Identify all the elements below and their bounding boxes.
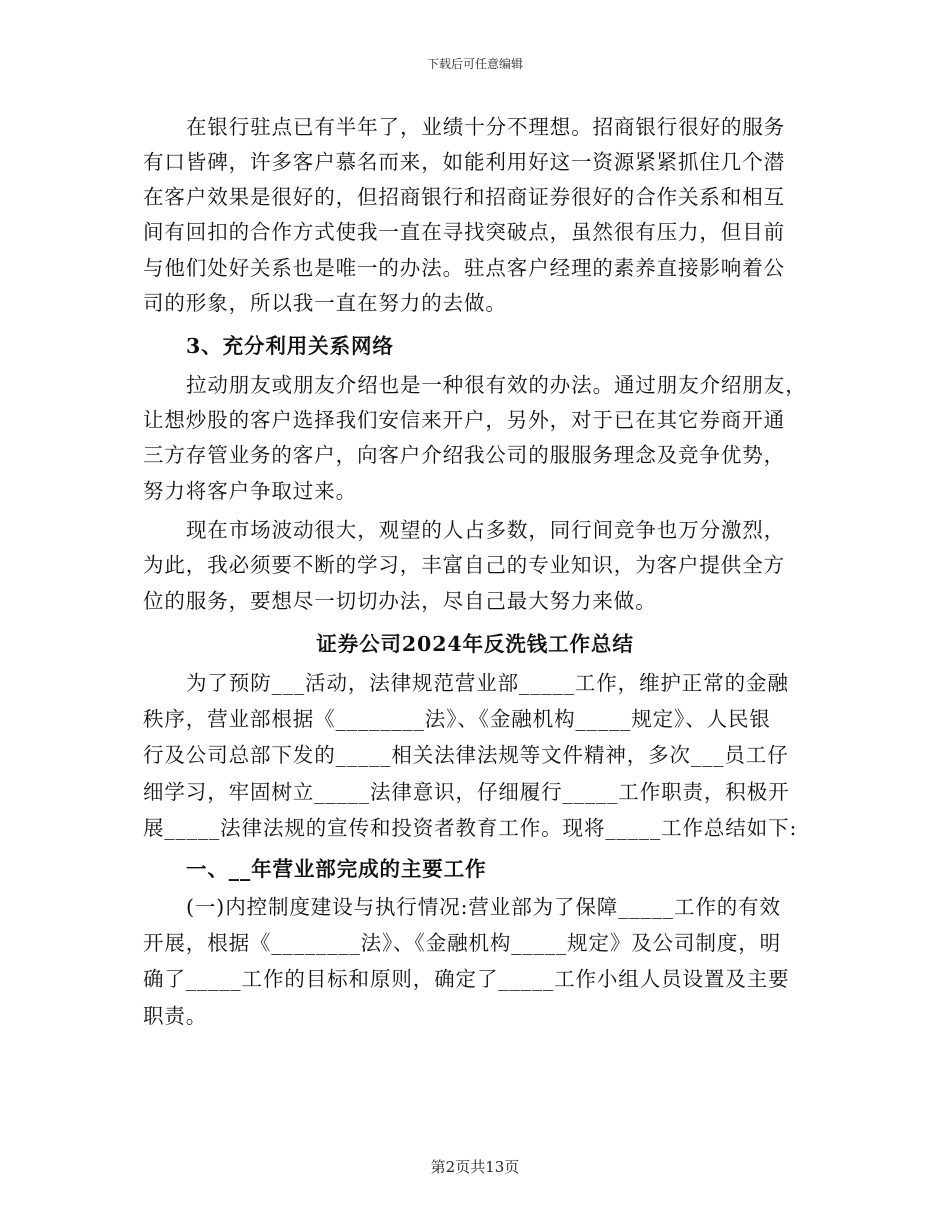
- paragraph-line: 开展，根据《________法》、《金融机构_____规定》及公司制度，明: [143, 931, 782, 955]
- paragraph-line: 为了预防___活动，法律规范营业部_____工作，维护正常的金融: [186, 671, 789, 695]
- paragraph-line: 司的形象，所以我一直在努力的去做。: [143, 291, 507, 315]
- paragraph-line: 拉动朋友或朋友介绍也是一种很有效的办法。通过朋友介绍朋友，: [186, 373, 807, 397]
- paragraph-line: 行及公司总部下发的_____相关法律法规等文件精神，多次___员工仔: [143, 743, 789, 767]
- paragraph-line: 职责。: [143, 1004, 208, 1028]
- paragraph-line: 在银行驻点已有半年了，业绩十分不理想。招商银行很好的服务: [186, 115, 786, 139]
- page-number: 第2页共13页: [430, 1158, 520, 1176]
- section-heading: 3、充分利用关系网络: [186, 334, 394, 358]
- paragraph-line: 三方存管业务的客户，向客户介绍我公司的服服务理念及竞争优势，: [143, 443, 785, 467]
- paragraph-line: 确了_____工作的目标和原则，确定了_____工作小组人员设置及主要: [143, 967, 790, 991]
- paragraph-line: 为此，我必须要不断的学习，丰富自己的专业知识，为客户提供全方: [143, 553, 785, 577]
- paragraph-line: 展_____法律法规的宣传和投资者教育工作。现将_____工作总结如下:: [143, 816, 798, 840]
- paragraph-line: (一)内控制度建设与执行情况:营业部为了保障_____工作的有效: [186, 895, 781, 919]
- paragraph-line: 细学习，牢固树立_____法律意识，仔细履行_____工作职责，积极开: [143, 780, 790, 804]
- page-header: 下载后可任意编辑: [426, 57, 523, 71]
- paragraph-line: 与他们处好关系也是唯一的办法。驻点客户经理的素养直接影响着公: [143, 256, 785, 280]
- paragraph-line: 位的服务，要想尽一切切办法，尽自己最大努力来做。: [143, 589, 657, 613]
- paragraph-line: 现在市场波动很大，观望的人占多数，同行间竞争也万分激烈，: [186, 518, 786, 542]
- paragraph-line: 秩序，营业部根据《________法》、《金融机构_____规定》、人民银: [143, 707, 771, 731]
- paragraph-line: 让想炒股的客户选择我们安信来开户，另外，对于已在其它券商开通: [143, 408, 785, 432]
- paragraph-line: 有口皆碑，许多客户慕名而来，如能利用好这一资源紧紧抓住几个潜: [143, 150, 785, 174]
- paragraph-line: 努力将客户争取过来。: [143, 479, 357, 503]
- section-heading: 一、__年营业部完成的主要工作: [186, 857, 487, 881]
- document-title: 证券公司2024年反洗钱工作总结: [316, 632, 634, 656]
- paragraph-line: 间有回扣的合作方式使我一直在寻找突破点，虽然很有压力，但目前: [143, 220, 785, 244]
- paragraph-line: 在客户效果是很好的，但招商银行和招商证券很好的合作关系和相互: [143, 185, 785, 209]
